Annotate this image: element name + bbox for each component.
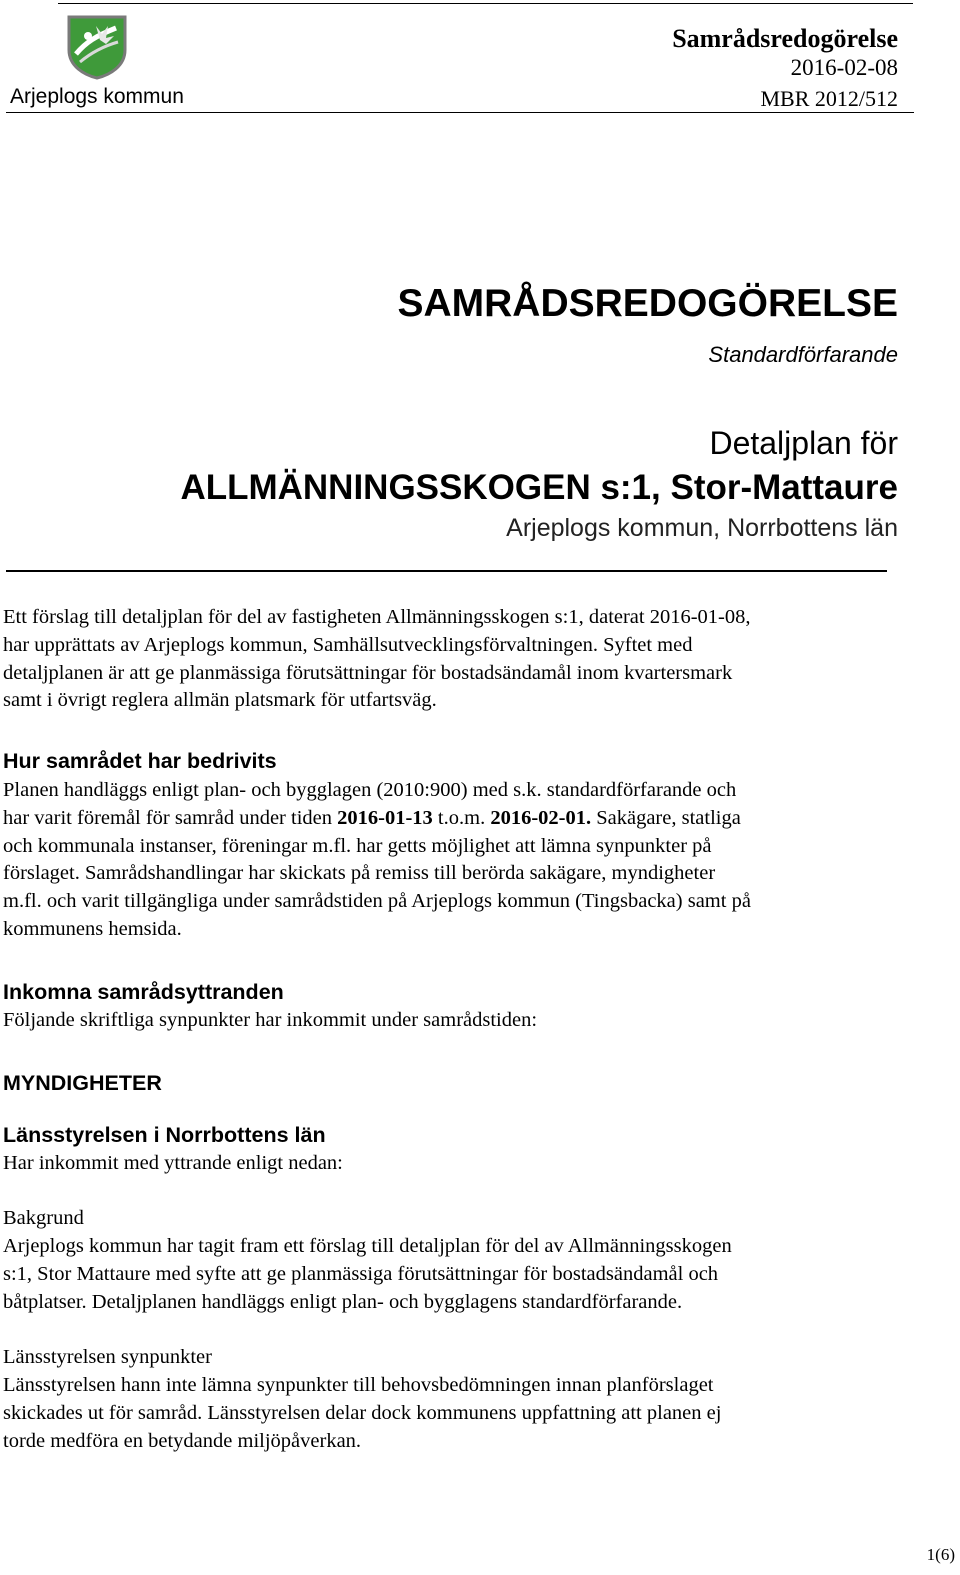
text-line: skickades ut för samråd. Länsstyrelsen delar dock kommunens uppfattning att planen ej [3,1401,722,1424]
document-type: Samrådsredogörelse [672,24,898,53]
text-line: Länsstyrelsen hann inte lämna synpunkter till behovsbedömningen innan planförslaget [3,1374,714,1396]
arjeplog-coat-of-arms-icon [66,14,128,80]
text-line: Planen handläggs enligt plan- och bygglagen (2010:900) med s.k. standardförfarande och [3,779,737,801]
text-line: och kommunala instanser, föreningar m.fl. har getts möjlighet att lämna synpunkter på [3,834,712,857]
text-line: detaljplanen är att ge planmässiga förutsättningar för bostadsändamål inom kvartersmark [3,661,733,684]
subsection-label-synpunkter: Länsstyrelsen synpunkter [3,1346,212,1368]
municipality-name: Arjeplogs kommun [10,85,184,108]
text-line: har upprättats av Arjeplogs kommun, Samhällsutvecklingsförvaltningen. Syftet med [3,633,693,656]
intro-paragraph [3,604,903,715]
page-number: 1(6) [926,1545,955,1564]
header-top-rule [58,3,913,4]
consultation-end-date: 2016-02-01. [490,806,592,829]
bakgrund-paragraph [3,1233,903,1316]
consultation-start-date: 2016-01-13 [337,806,433,829]
plan-title-line3: Arjeplogs kommun, Norrbottens län [506,514,898,542]
text-fragment: har varit föremål för samråd under tiden [3,806,338,829]
text-line [3,805,903,833]
plan-title-line2: ALLMÄNNINGSSKOGEN s:1, Stor-Mattaure [180,468,898,507]
samrad-paragraph [3,777,903,944]
header-rule [6,112,914,113]
text-line: torde medföra en betydande miljöpåverkan. [3,1429,362,1452]
document-date: 2016-02-08 [790,55,898,80]
text-line: förslaget. Samrådshandlingar har skickats på remiss till berörda sakägare, myndigheter [3,862,716,885]
page-subtitle: Standardförfarande [708,342,898,367]
page-title: SAMRÅDSREDOGÖRELSE [397,282,898,325]
text-line: samt i övrigt reglera allmän platsmark för utfartsväg. [3,689,437,712]
inkomna-paragraph: Följande skriftliga synpunkter har inkommit under samrådstiden: [3,1009,538,1031]
title-rule [6,570,887,572]
text-fragment: t.o.m. [432,806,491,829]
lansstyrelsen-paragraph: Har inkommit med yttrande enligt nedan: [3,1152,343,1174]
section-heading-lansstyrelsen: Länsstyrelsen i Norrbottens län [3,1123,326,1147]
document-reference: MBR 2012/512 [760,86,898,111]
text-line: s:1, Stor Mattaure med syfte att ge planmässiga förutsättningar för bostadsändamål och [3,1262,719,1285]
text-line: m.fl. och varit tillgängliga under samrådstiden på Arjeplogs kommun (Tingsbacka) samt på [3,890,751,913]
section-heading-myndigheter: MYNDIGHETER [3,1071,162,1095]
text-line: båtplatser. Detaljplanen handläggs enligt plan- och bygglagens standardförfarande. [3,1290,683,1313]
synpunkter-paragraph [3,1372,903,1455]
section-heading-inkomna: Inkomna samrådsyttranden [3,980,284,1004]
text-fragment: Sakägare, statliga [591,806,741,829]
subsection-label-bakgrund: Bakgrund [3,1207,84,1229]
text-line: Arjeplogs kommun har tagit fram ett förslag till detaljplan för del av Allmänningsskogen [3,1235,732,1257]
text-line: kommunens hemsida. [3,917,182,940]
text-line: Ett förslag till detaljplan för del av fastigheten Allmänningsskogen s:1, daterat 2016-01-08, [3,606,751,628]
section-heading-samrad: Hur samrådet har bedrivits [3,749,277,773]
plan-title-line1: Detaljplan för [709,425,898,461]
